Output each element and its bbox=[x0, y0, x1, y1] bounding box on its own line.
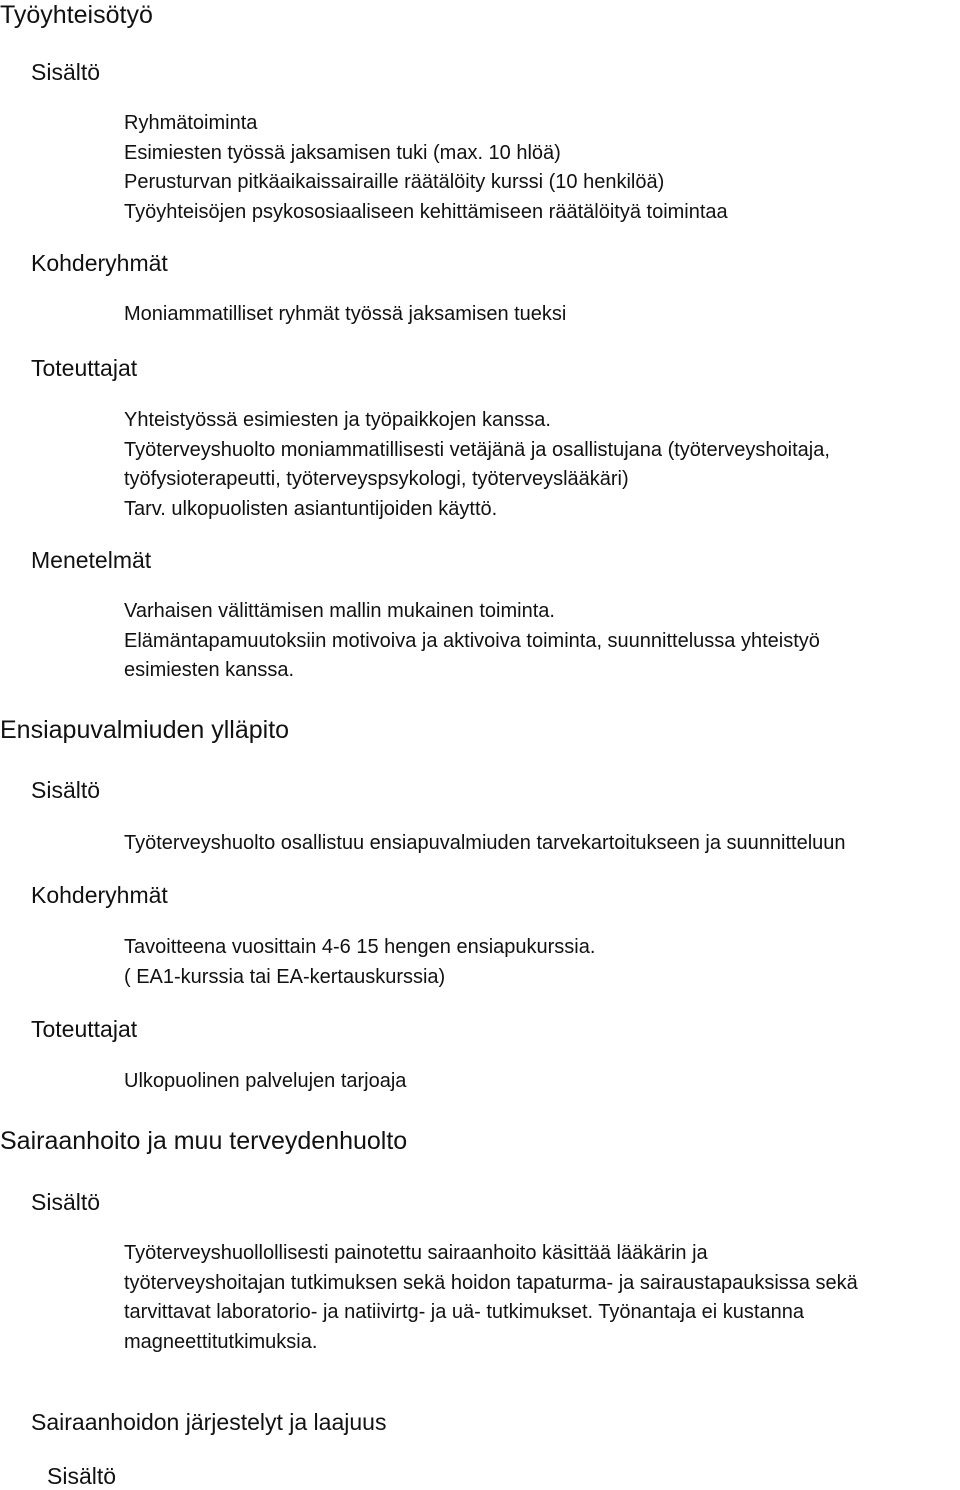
text-line: Moniammatilliset ryhmät työssä jaksamisen tueksi bbox=[124, 303, 567, 325]
text-line: esimiesten kanssa. bbox=[124, 659, 295, 681]
text-line: Perusturvan pitkäaikaissairaille räätälöity kurssi (10 henkilöä) bbox=[124, 171, 665, 193]
text-line: magneettitutkimuksia. bbox=[124, 1330, 318, 1353]
text-line: Työterveyshuollollisesti painotettu sairaanhoito käsittää lääkärin ja bbox=[124, 1242, 708, 1264]
field-label-toteuttajat: Toteuttajat bbox=[31, 1016, 138, 1042]
field-value-sisalto bbox=[124, 829, 846, 859]
field-value-menetelmat bbox=[124, 597, 820, 686]
field-label-menetelmat: Menetelmät bbox=[31, 547, 152, 573]
field-value-kohderyhmat bbox=[124, 300, 566, 330]
text-line: Työterveyshuolto osallistuu ensiapuvalmiuden tarvekartoitukseen ja suunnitteluun bbox=[124, 832, 846, 854]
text-line: ( EA1-kurssia tai EA-kertauskurssia) bbox=[124, 965, 446, 988]
text-line: Varhaisen välittämisen mallin mukainen toiminta. bbox=[124, 600, 555, 622]
text-line: työfysioterapeutti, työterveyspsykologi, työterveyslääkäri) bbox=[124, 468, 629, 490]
field-value-toteuttajat bbox=[124, 406, 830, 524]
field-label-kohderyhmat: Kohderyhmät bbox=[31, 882, 168, 908]
field-label-sisalto: Sisältö bbox=[31, 1189, 101, 1215]
text-line: Yhteistyössä esimiesten ja työpaikkojen kanssa. bbox=[124, 409, 551, 431]
field-label-toteuttajat: Toteuttajat bbox=[31, 355, 138, 381]
field-value-toteuttajat bbox=[124, 1067, 406, 1097]
text-line: Elämäntapamuutoksiin motivoiva ja aktivoiva toiminta, suunnittelussa yhteistyö bbox=[124, 629, 820, 652]
text-line: Ulkopuolinen palvelujen tarjoaja bbox=[124, 1070, 407, 1092]
field-value-sisalto bbox=[124, 1239, 858, 1357]
field-label-kohderyhmat: Kohderyhmät bbox=[31, 250, 168, 276]
field-value-kohderyhmat bbox=[124, 933, 595, 992]
field-value-sisalto bbox=[124, 109, 728, 227]
field-label-sisalto: Sisältö bbox=[31, 777, 101, 803]
section-title-sairaanhoito: Sairaanhoito ja muu terveydenhuolto bbox=[0, 1127, 408, 1155]
field-label-sisalto: Sisältö bbox=[31, 59, 101, 85]
field-label-sisalto: Sisältö bbox=[47, 1463, 117, 1489]
section-title-tyoyhteisotyo: Työyhteisötyö bbox=[0, 1, 153, 29]
text-line: Tavoitteena vuosittain 4-6 15 hengen ensiapukurssia. bbox=[124, 936, 596, 958]
text-line: Ryhmätoiminta bbox=[124, 112, 258, 134]
text-line: Työyhteisöjen psykososiaaliseen kehittämiseen räätälöityä toimintaa bbox=[124, 200, 728, 223]
subsection-title-sairaanhoidon-jarjestelyt: Sairaanhoidon järjestelyt ja laajuus bbox=[31, 1409, 387, 1435]
section-title-ensiapuvalmiuden-yllapito: Ensiapuvalmiuden ylläpito bbox=[0, 716, 290, 744]
text-line: Esimiesten työssä jaksamisen tuki (max. 10 hlöä) bbox=[124, 141, 561, 164]
text-line: työterveyshoitajan tutkimuksen sekä hoidon tapaturma- ja sairaustapauksissa sekä bbox=[124, 1271, 858, 1294]
text-line: tarvittavat laboratorio- ja natiivirtg- ja uä- tutkimukset. Työnantaja ei kustanna bbox=[124, 1301, 804, 1323]
text-line: Tarv. ulkopuolisten asiantuntijoiden käyttö. bbox=[124, 497, 498, 520]
text-line: Työterveyshuolto moniammatillisesti vetäjänä ja osallistujana (työterveyshoitaja, bbox=[124, 438, 830, 461]
